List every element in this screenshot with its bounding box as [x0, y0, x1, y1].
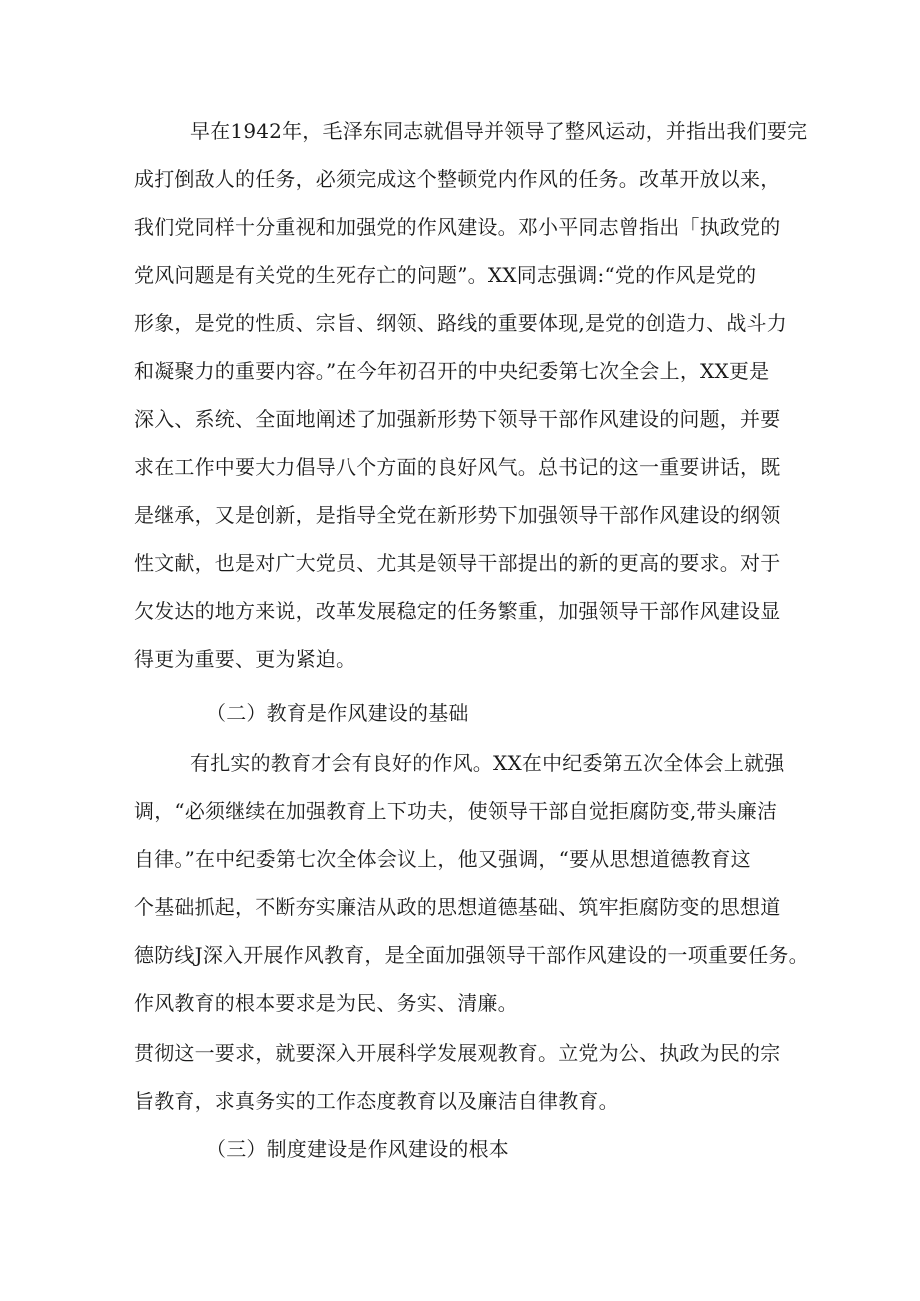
paragraph-1-line-3: 我们党同样十分重视和加强党的作风建设。邓小平同志曾指出「执政党的 — [134, 215, 781, 239]
paragraph-1-line-11: 欠发达的地方来说，改革发展稳定的任务繁重，加强领导干部作风建设显 — [134, 599, 781, 623]
section-heading-3: （三）制度建设是作风建设的根本 — [206, 1137, 509, 1161]
paragraph-3-line-2: 旨教育，求真务实的工作态度教育以及廉洁自律教育。 — [134, 1089, 619, 1113]
paragraph-1-line-4: 党风问题是有关党的生死存亡的问题”。XX同志强调:“党的作风是党的 — [134, 263, 757, 287]
paragraph-1-line-12: 得更为重要、更为紧迫。 — [134, 647, 357, 671]
paragraph-1-line-10: 性文献，也是对广大党员、尤其是领导干部提出的新的更高的要求。对于 — [134, 551, 781, 575]
paragraph-2-line-5: 德防线J深入开展作风教育，是全面加强领导干部作风建设的一项重要任务。 — [134, 943, 809, 967]
paragraph-1-line-2: 成打倒敌人的任务，必须完成这个整顿党内作风的任务。改革开放以来， — [134, 167, 781, 191]
paragraph-2-line-3: 自律。”在中纪委第七次全体会议上，他又强调，“要从思想道德教育这 — [134, 847, 751, 871]
paragraph-1-line-9: 是继承，又是创新，是指导全党在新形势下加强领导干部作风建设的纲领 — [134, 503, 781, 527]
paragraph-1-line-6: 和凝聚力的重要内容。”在今年初召开的中央纪委第七次全会上，XX更是 — [134, 359, 770, 383]
paragraph-2-line-1: 有扎实的教育才会有良好的作风。XX在中纪委第五次全体会上就强 — [190, 751, 785, 775]
paragraph-2-line-2: 调，“必须继续在加强教育上下功夫，使领导干部自觉拒腐防变,带头廉洁 — [134, 799, 778, 823]
paragraph-1-line-5: 形象，是党的性质、宗旨、纲领、路线的重要体现,是党的创造力、战斗力 — [134, 311, 787, 335]
paragraph-1-line-8: 求在工作中要大力倡导八个方面的良好风气。总书记的这一重要讲话，既 — [134, 455, 781, 479]
paragraph-2-line-6: 作风教育的根本要求是为民、务实、清廉。 — [134, 991, 518, 1015]
paragraph-3-line-1: 贯彻这一要求，就要深入开展科学发展观教育。立党为公、执政为民的宗 — [134, 1041, 781, 1065]
section-heading-2: （二）教育是作风建设的基础 — [206, 701, 469, 725]
paragraph-1-line-1: 早在1942年，毛泽东同志就倡导并领导了整风运动，并指出我们要完 — [190, 119, 808, 143]
paragraph-1-line-7: 深入、系统、全面地阐述了加强新形势下领导干部作风建设的问题，并要 — [134, 407, 781, 431]
paragraph-2-line-4: 个基础抓起，不断夯实廉洁从政的思想道德基础、筑牢拒腐防变的思想道 — [134, 895, 781, 919]
